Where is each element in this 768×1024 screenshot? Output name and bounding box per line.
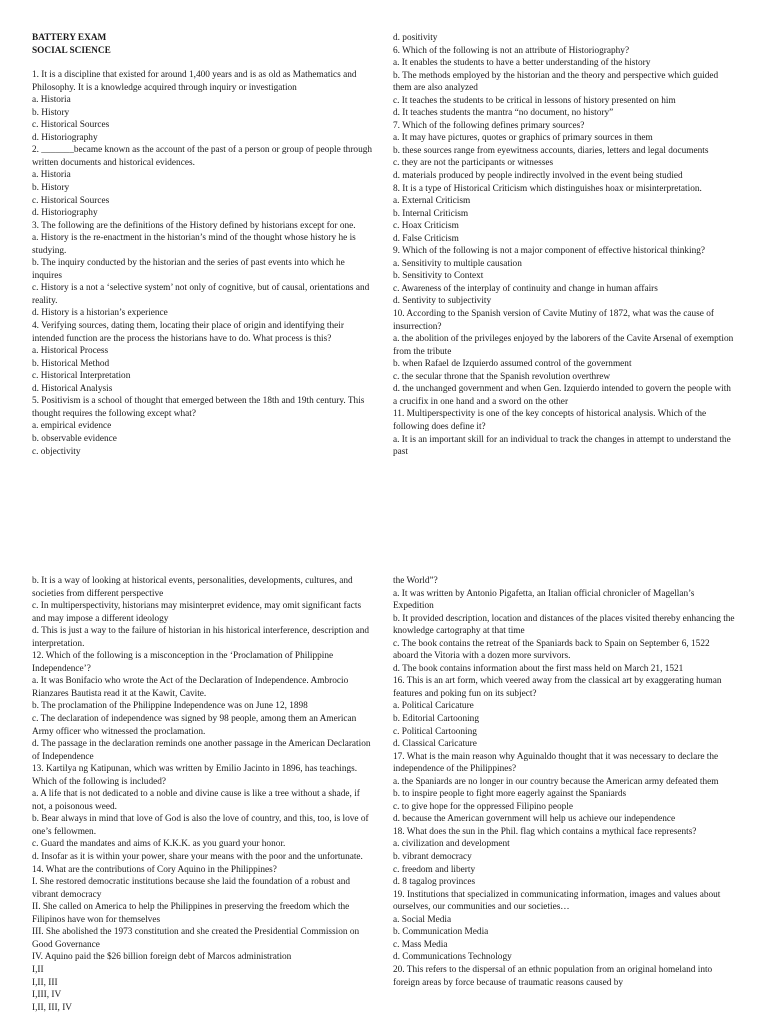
answer-choice: b. to inspire people to fight more eagerly against the Spaniards	[393, 789, 627, 800]
answer-choice: b. Historical Method	[32, 358, 110, 369]
answer-choice: d. 8 tagalog provinces	[393, 877, 476, 888]
answer-choice: a. the abolition of the privileges enjoyed by the laborers of the Cavite Arsenal of exemption from the tribute	[393, 334, 734, 357]
question-text: 5. Positivism is a school of thought that emerged between the 18th and 19th century. This thought requires the following except what?	[32, 396, 365, 419]
question-text: 14. What are the contributions of Cory Aquino in the Philippines?	[32, 864, 277, 875]
answer-choice: a. It is an important skill for an individual to track the changes in attempt to understand the past	[393, 434, 731, 458]
answer-choice: a. Social Media	[393, 914, 452, 925]
exam-title: BATTERY EXAM	[32, 33, 107, 43]
answer-choice: d. Historiography	[32, 132, 98, 143]
answer-choice: b. It is a way of looking at historical events, personalities, developments, cultures, and societies from different perspective	[32, 576, 353, 599]
exam-line: II. She called on America to help the Philippines in preserving the freedom which the Filipinos have won for themselves	[32, 902, 350, 925]
page-1-right-column	[393, 32, 735, 459]
answer-choice: c. The declaration of independence was signed by 98 people, among them an American Army officer who witnessed the proclamation.	[32, 714, 357, 737]
answer-choice: c. Historical Interpretation	[32, 371, 131, 382]
answer-choice: b. when Rafael de Izquierdo assumed control of the government	[393, 359, 632, 370]
question-text: 16. This is an art form, which veered away from the classical art by exaggerating human features and poking fun on its subject?	[393, 676, 722, 699]
answer-choice: a. It enables the students to have a better understanding of the history	[393, 58, 651, 69]
exam-line: I,II, III	[32, 977, 58, 988]
answer-choice: d. Classical Caricature	[393, 739, 477, 750]
answer-choice: a. the Spaniards are no longer in our country because the American army defeated them	[393, 776, 719, 787]
answer-choice: d. The passage in the declaration reminds one another passage in the American Declaration of Independence	[32, 739, 371, 762]
answer-choice: c. Awareness of the interplay of continuity and change in human affairs	[393, 283, 658, 294]
question-text: 1. It is a discipline that existed for around 1,400 years and is as old as Mathematics and Philosophy. It is a knowledge acquired through inquiry or investigation	[32, 70, 357, 93]
answer-choice: a. Historia	[32, 95, 71, 106]
exam-line: I,III, IV	[32, 990, 62, 1001]
exam-line: I,II, III, IV	[32, 1002, 73, 1013]
answer-choice: a. It was Bonifacio who wrote the Act of the Declaration of Independence. Ambrocio Rianzares Bautista read it at the Kawit, Cavite.	[32, 676, 349, 699]
answer-choice: a. It may have pictures, quotes or graphics of primary sources in them	[393, 133, 653, 144]
answer-choice: c. Political Cartooning	[393, 726, 477, 737]
answer-choice: d. Historiography	[32, 208, 98, 219]
answer-choice: c. Hoax Criticism	[393, 221, 459, 232]
question-text: 11. Multiperspectivity is one of the key concepts of historical analysis. Which of the following does define it?	[393, 409, 707, 432]
answer-choice: b. observable evidence	[32, 433, 117, 444]
answer-choice: b. The proclamation of the Philippine Independence was on June 12, 1898	[32, 701, 308, 712]
answer-choice: b. Internal Criticism	[393, 208, 469, 219]
answer-choice: d. It teaches students the mantra “no document, no history”	[393, 108, 614, 119]
answer-choice: c. Historical Sources	[32, 195, 110, 206]
answer-choice: c. The book contains the retreat of the Spaniards back to Spain on September 6, 1522 aboard the Vitoria with a dozen more survivors.	[393, 638, 710, 662]
answer-choice: a. empirical evidence	[32, 421, 112, 432]
exam-line: the World”?	[393, 576, 438, 586]
answer-choice: b. The methods employed by the historian and the theory and perspective which guided them are also analyzed	[393, 70, 719, 94]
answer-choice: c. they are not the participants or witnesses	[393, 158, 554, 169]
answer-choice: d. positivity	[393, 33, 438, 43]
question-text: 8. It is a type of Historical Criticism which distinguishes hoax or misinterpretation.	[393, 183, 702, 194]
answer-choice: b. Communication Media	[393, 927, 489, 938]
answer-choice: a. External Criticism	[393, 196, 471, 207]
answer-choice: b. Bear always in mind that love of God is also the love of country, and this, too, is love of one’s fellowmen.	[32, 814, 369, 837]
answer-choice: d. because the American government will help us achieve our independence	[393, 814, 676, 825]
answer-choice: d. False Criticism	[393, 233, 459, 244]
answer-choice: b. these sources range from eyewitness accounts, diaries, letters and legal documents	[393, 145, 709, 156]
exam-line: III. She abolished the 1973 constitution and she created the Presidential Commission on Good Governance	[32, 927, 360, 950]
answer-choice: b. Sensitivity to Context	[393, 271, 484, 282]
answer-choice: d. History is a historian’s experience	[32, 308, 168, 319]
exam-line: I. She restored democratic institutions because she laid the foundation of a robust and vibrant democracy	[32, 877, 351, 900]
answer-choice: a. History is the re-enactment in the historian’s mind of the thought whose history he is studying.	[32, 233, 356, 256]
exam-line: I,II	[32, 964, 44, 975]
question-text: 12. Which of the following is a misconception in the ‘Proclamation of Philippine Independence’?	[32, 651, 334, 674]
answer-choice: c. It teaches the students to be critical in lessons of history presented on him	[393, 95, 676, 106]
answer-choice: c. freedom and liberty	[393, 864, 476, 875]
answer-choice: c. to give hope for the oppressed Filipino people	[393, 801, 573, 812]
question-text: 6. Which of the following is not an attribute of Historiography?	[393, 45, 630, 56]
answer-choice: b. Editorial Cartooning	[393, 714, 479, 725]
question-text: 2. _______became known as the account of the past of a person or group of people through written documents and historical evidences.	[32, 145, 373, 168]
page-1-left-column	[32, 32, 374, 458]
question-text: 7. Which of the following defines primary sources?	[393, 120, 585, 131]
page-2-left-column	[32, 575, 374, 1014]
answer-choice: b. vibrant democracy	[393, 852, 472, 863]
answer-choice: d. materials produced by people indirectly involved in the event being studied	[393, 171, 683, 182]
answer-choice: a. A life that is not dedicated to a noble and divine cause is like a tree without a shade, if not, a poisonous weed.	[32, 789, 360, 812]
answer-choice: c. Historical Sources	[32, 120, 110, 131]
question-text: 20. This refers to the dispersal of an ethnic population from an original homeland into foreign areas by force because of traumatic reasons caused by	[393, 964, 713, 988]
answer-choice: c. History is a not a ‘selective system’ not only of cognitive, but of causal, orientations and reality.	[32, 283, 370, 306]
answer-choice: d. Historical Analysis	[32, 383, 113, 394]
answer-choice: d. This is just a way to the failure of historian in his historical interference, description and interpretation.	[32, 626, 370, 649]
answer-choice: d. Sentivity to subjectivity	[393, 296, 492, 307]
answer-choice: b. History	[32, 183, 70, 194]
answer-choice: a. Historia	[32, 170, 71, 181]
answer-choice: a. Sensitivity to multiple causation	[393, 258, 522, 269]
answer-choice: b. It provided description, location and distances of the places visited thereby enhancing the knowledge cartography at that time	[393, 613, 735, 637]
question-text: 4. Verifying sources, dating them, locating their place of origin and identifying their intended function are the process the historians have to do. What process is this?	[32, 321, 344, 344]
answer-choice: b. The inquiry conducted by the historian and the series of past events into which he inquires	[32, 258, 345, 281]
question-text: 9. Which of the following is not a major component of effective historical thinking?	[393, 246, 706, 257]
answer-choice: a. Historical Process	[32, 346, 109, 357]
page-2-right-column	[393, 575, 735, 989]
question-text: 10. According to the Spanish version of Cavite Mutiny of 1872, what was the cause of insurrection?	[393, 309, 714, 332]
section-heading: SOCIAL SCIENCE	[32, 45, 111, 56]
answer-choice: a. Political Caricature	[393, 701, 474, 712]
question-text: 18. What does the sun in the Phil. flag which contains a mythical face represents?	[393, 826, 697, 837]
question-text: 3. The following are the definitions of the History defined by historians except for one.	[32, 220, 356, 231]
exam-line: IV. Aquino paid the $26 billion foreign debt of Marcos administration	[32, 952, 292, 963]
answer-choice: d. Insofar as it is within your power, share your means with the poor and the unfortunate.	[32, 852, 363, 863]
question-text: 13. Kartilya ng Katipunan, which was written by Emilio Jacinto in 1896, has teachings. Which of the following is included?	[32, 764, 358, 787]
answer-choice: b. History	[32, 107, 70, 118]
question-text: 17. What is the main reason why Aguinaldo thought that it was necessary to declare the independence of the Philippines?	[393, 751, 719, 775]
answer-choice: c. In multiperspectivity, historians may misinterpret evidence, may omit significant facts and may impose a different ideology	[32, 601, 362, 624]
answer-choice: a. civilization and development	[393, 839, 510, 850]
answer-choice: c. the secular throne that the Spanish revolution overthrew	[393, 371, 611, 382]
answer-choice: c. Mass Media	[393, 939, 448, 950]
answer-choice: d. The book contains information about the first mass held on March 21, 1521	[393, 663, 684, 674]
exam-page-2	[0, 512, 768, 1024]
answer-choice: d. the unchanged government and when Gen. Izquierdo intended to govern the people with a crucifix in one hand and a sword on the other	[393, 384, 731, 407]
answer-choice: a. It was written by Antonio Pigafetta, an Italian official chronicler of Magellan’s Expedition	[393, 588, 695, 612]
question-text: 19. Institutions that specialized in communicating information, images and values about ourselves, our communities and our societies…	[393, 889, 721, 913]
answer-choice: d. Communications Technology	[393, 952, 512, 963]
answer-choice: c. Guard the mandates and aims of K.K.K. as you guard your honor.	[32, 839, 286, 850]
answer-choice: c. objectivity	[32, 446, 81, 457]
